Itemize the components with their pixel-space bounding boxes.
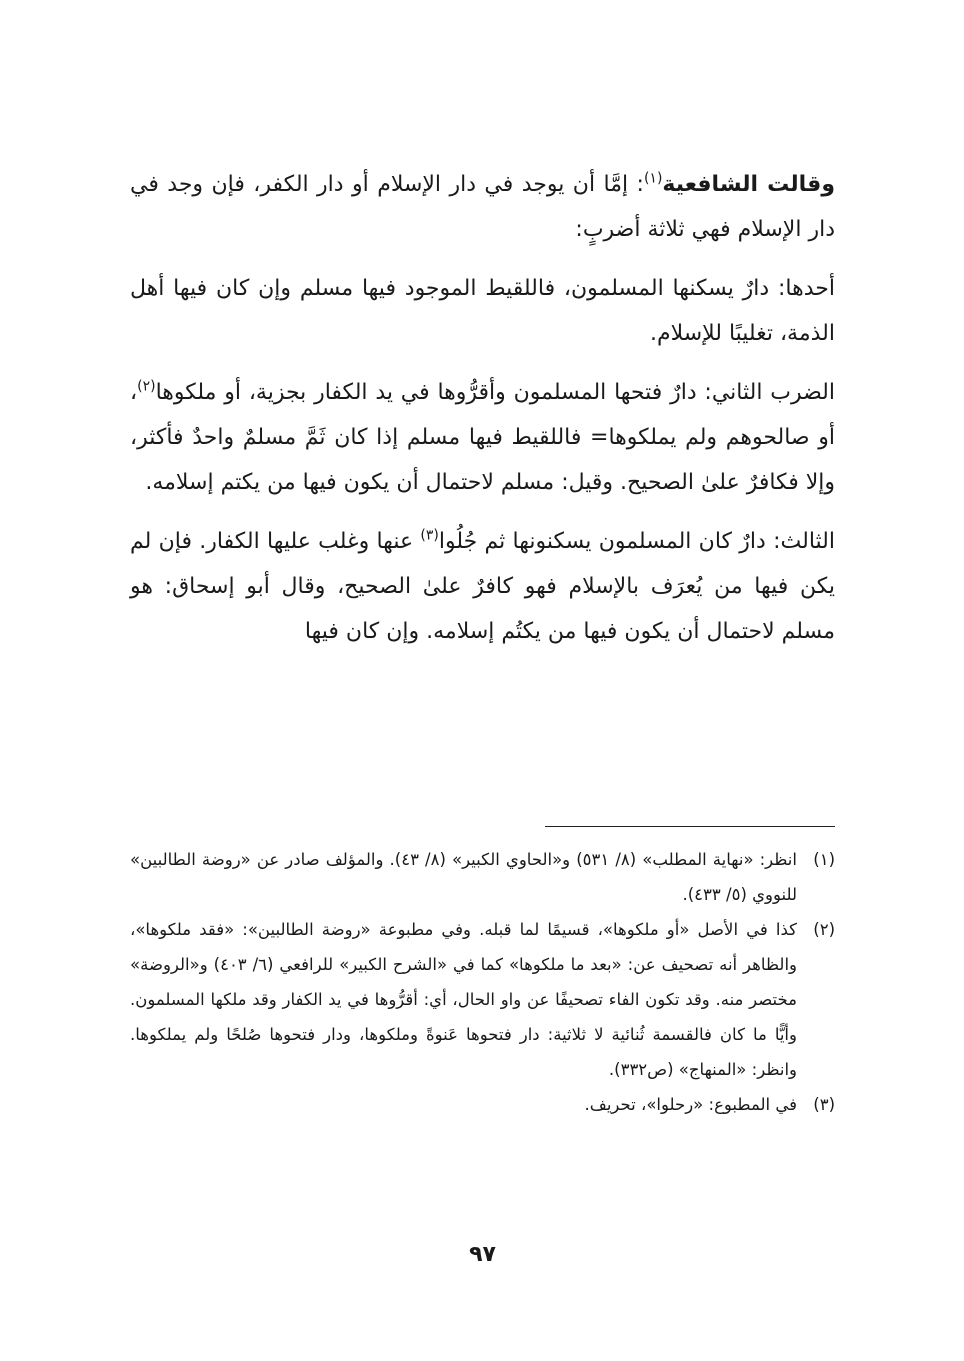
- paragraph-third-kind: [130, 519, 835, 654]
- paragraph-text: ، أو صالحوهم ولم يملكوها= فاللقيط فيها مسلم إذا كان ثَمَّ مسلمٌ واحدٌ فأكثر، وإلا فكافرٌ علىٰ الصحيح. وقيل: مسلم لاحتمال أن يكون فيها من يكتم إسلامه.: [130, 380, 835, 495]
- footnote-2: [130, 912, 835, 1087]
- paragraph-text: الضرب الثاني: دارٌ فتحها المسلمون وأقرُّوها في يد الكفار بجزية، أو ملكوها: [155, 380, 835, 405]
- main-text: [130, 162, 835, 668]
- page-number: ٩٧: [469, 1242, 496, 1267]
- paragraph-text: : إمَّا أن يوجد في دار الإسلام أو دار الكفر، فإن وجد في دار الإسلام فهي ثلاثة أضربٍ:: [130, 172, 835, 242]
- footnote-text: انظر: «نهاية المطلب» (٨/ ٥٣١) و«الحاوي الكبير» (٨/ ٤٣). والمؤلف صادر عن «روضة الطالبين» للنووي (٥/ ٤٣٣).: [130, 850, 797, 904]
- footnote-separator: [545, 826, 835, 827]
- footnote-1: [130, 842, 835, 912]
- paragraph-shafii-intro: [130, 162, 835, 252]
- paragraph-text: أحدها: دارٌ يسكنها المسلمون، فاللقيط الموجود فيها مسلم وإن كان فيها أهل الذمة، تغليبًا للإسلام.: [130, 276, 835, 346]
- footnote-number: (٢): [813, 920, 835, 939]
- footnote-number: (١): [813, 850, 835, 869]
- paragraph-second-kind: [130, 370, 835, 505]
- footnote-ref-1: (١): [643, 170, 663, 187]
- footnote-text: في المطبوع: «رحلوا»، تحريف.: [584, 1095, 797, 1114]
- paragraph-first-kind: [130, 266, 835, 356]
- footnotes: [130, 842, 835, 1122]
- footnote-ref-3: (٣): [420, 527, 439, 544]
- book-page: [130, 0, 835, 1361]
- footnote-3: [130, 1087, 835, 1122]
- footnote-text: كذا في الأصل «أو ملكوها»، قسيمًا لما قبله. وفي مطبوعة «روضة الطالبين»: «فقد ملكوها»، والظاهر أنه تصحيف عن: «بعد ما ملكوها» كما في «الشرح الكبير» للرافعي (٦/ ٤٠٣) و«الروضة» مختصر منه. وقد تكون الفاء تصحيفًا عن واو الحال، أي: أقرُّوها في يد الكفار وقد ملكها المسلمون. وأيًّا ما كان فالقسمة ثُنائية لا ثلاثية: دار فتحوها عَنوةً وملكوها، ودار فتحوها صُلحًا ولم يملكوها. وانظر: «المنهاج» (ص٣٣٢).: [130, 920, 797, 1079]
- paragraph-text: عنها وغلب عليها الكفار. فإن لم يكن فيها من يُعرَف بالإسلام فهو كافرٌ علىٰ الصحيح، وقال أبو إسحاق: هو مسلم لاحتمال أن يكون فيها من يكتُم إسلامه. وإن كان فيها: [130, 529, 835, 644]
- paragraph-lead-bold: وقالت الشافعية: [662, 172, 835, 197]
- paragraph-text: الثالث: دارٌ كان المسلمون يسكنونها ثم جُلُوا: [438, 529, 835, 554]
- footnote-number: (٣): [813, 1095, 835, 1114]
- footnote-ref-2: (٢): [137, 378, 156, 395]
